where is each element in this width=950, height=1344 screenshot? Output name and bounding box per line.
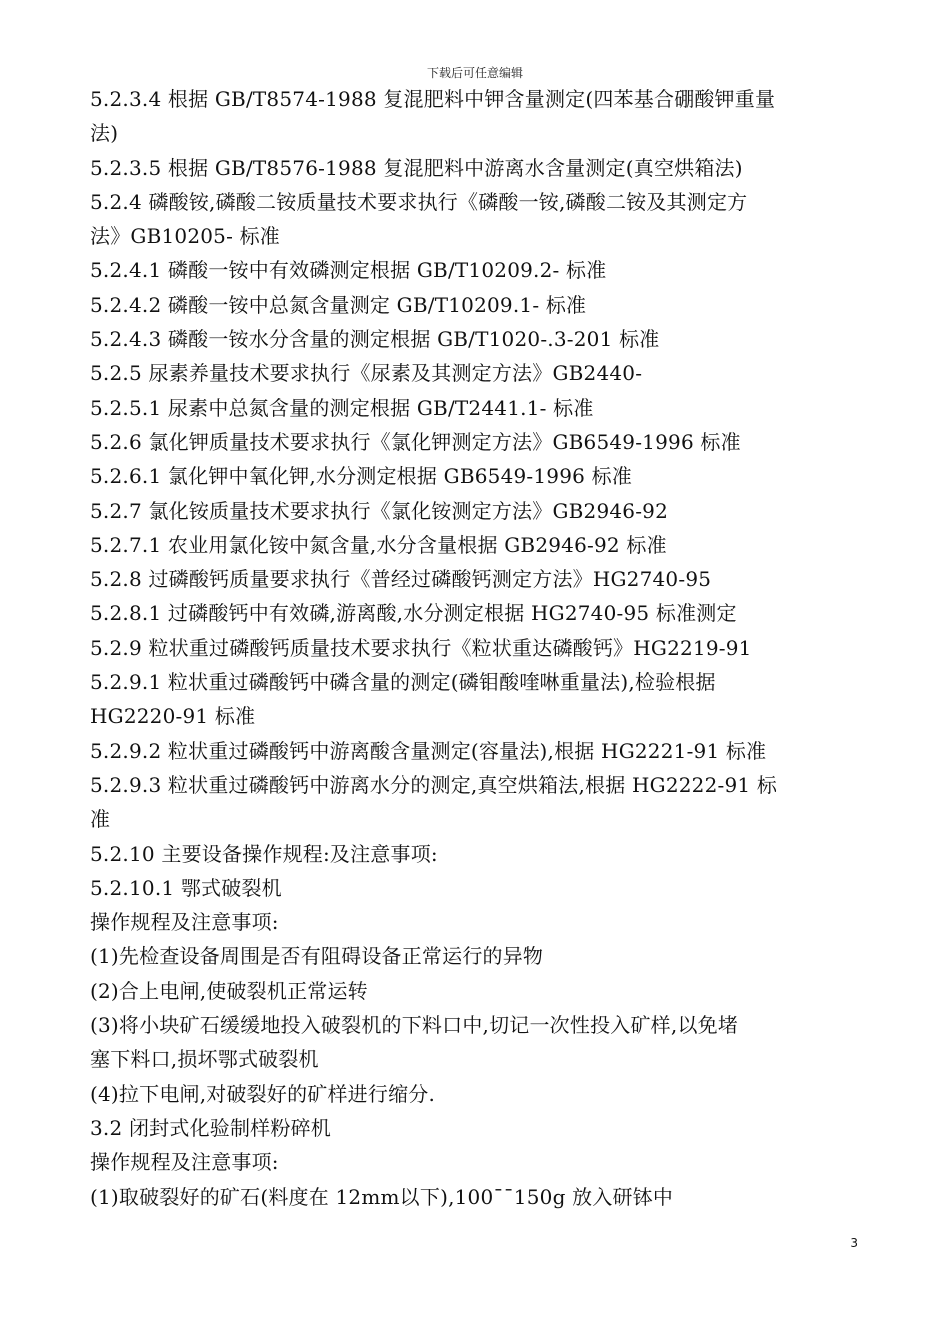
text-line: 5.2.9.1 粒状重过磷酸钙中磷含量的测定(磷钼酸喹啉重量法),检验根据 bbox=[90, 670, 716, 695]
text-line: (3)将小块矿石缓缓地投入破裂机的下料口中,切记一次性投入矿样,以免堵 bbox=[90, 1013, 739, 1038]
text-line: 5.2.3.5 根据 GB/T8576-1988 复混肥料中游离水含量测定(真空烘箱法) bbox=[90, 155, 743, 180]
text-line: 5.2.7 氯化铵质量技术要求执行《氯化铵测定方法》GB2946-92 bbox=[90, 498, 669, 523]
text-line: 5.2.4.1 磷酸一铵中有效磷测定根据 GB/T10209.2- 标准 bbox=[90, 258, 607, 283]
text-line: 5.2.9.3 粒状重过磷酸钙中游离水分的测定,真空烘箱法,根据 HG2222-91 标 bbox=[90, 772, 778, 797]
text-line: 5.2.7.1 农业用氯化铵中氮含量,水分含量根据 GB2946-92 标准 bbox=[90, 532, 667, 557]
text-line: 3.2 闭封式化验制样粉碎机 bbox=[90, 1115, 331, 1140]
text-line: (2)合上电闸,使破裂机正常运转 bbox=[90, 978, 368, 1003]
text-line: 法》GB10205- 标准 bbox=[90, 224, 281, 249]
text-line: 5.2.5 尿素养量技术要求执行《尿素及其测定方法》GB2440- bbox=[90, 361, 643, 386]
text-line: 操作规程及注意事项: bbox=[90, 910, 279, 935]
text-line: 5.2.5.1 尿素中总氮含量的测定根据 GB/T2441.1- 标准 bbox=[90, 395, 594, 420]
document-body bbox=[90, 82, 865, 1214]
text-line: 法) bbox=[90, 121, 119, 146]
text-line: 5.2.4.2 磷酸一铵中总氮含量测定 GB/T10209.1- 标准 bbox=[90, 292, 587, 317]
text-line: (1)先检查设备周围是否有阻碍设备正常运行的异物 bbox=[90, 944, 544, 969]
text-line: (1)取破裂好的矿石(料度在 12mm以下),100¯¯150g 放入研钵中 bbox=[90, 1184, 674, 1209]
text-line: 5.2.6.1 氯化钾中氧化钾,水分测定根据 GB6549-1996 标准 bbox=[90, 464, 633, 489]
text-line: 5.2.6 氯化钾质量技术要求执行《氯化钾测定方法》GB6549-1996 标准 bbox=[90, 429, 741, 454]
text-line: 塞下料口,损坏鄂式破裂机 bbox=[90, 1047, 319, 1072]
text-line: 5.2.9 粒状重过磷酸钙质量技术要求执行《粒状重达磷酸钙》HG2219-91 bbox=[90, 635, 752, 660]
text-line: 5.2.10 主要设备操作规程:及注意事项: bbox=[90, 841, 438, 866]
text-line: 5.2.4 磷酸铵,磷酸二铵质量技术要求执行《磷酸一铵,磷酸二铵及其测定方 bbox=[90, 189, 748, 214]
text-line: 操作规程及注意事项: bbox=[90, 1150, 279, 1175]
text-line: 5.2.4.3 磷酸一铵水分含量的测定根据 GB/T1020-.3-201 标准 bbox=[90, 327, 660, 352]
text-line: 5.2.3.4 根据 GB/T8574-1988 复混肥料中钾含量测定(四苯基合硼酸钾重量 bbox=[90, 87, 776, 111]
text-line: HG2220-91 标准 bbox=[90, 704, 256, 729]
text-line: 5.2.9.2 粒状重过磷酸钙中游离酸含量测定(容量法),根据 HG2221-91 标准 bbox=[90, 738, 767, 763]
page-header: 下载后可任意编辑 bbox=[426, 66, 523, 80]
text-line: 5.2.8 过磷酸钙质量要求执行《普经过磷酸钙测定方法》HG2740-95 bbox=[90, 567, 712, 592]
page-number: 3 bbox=[850, 1236, 858, 1250]
text-line: 5.2.8.1 过磷酸钙中有效磷,游离酸,水分测定根据 HG2740-95 标准测定 bbox=[90, 601, 737, 626]
text-line: 准 bbox=[90, 807, 111, 832]
text-line: 5.2.10.1 鄂式破裂机 bbox=[90, 875, 282, 900]
text-line: (4)拉下电闸,对破裂好的矿样进行缩分. bbox=[90, 1081, 436, 1106]
